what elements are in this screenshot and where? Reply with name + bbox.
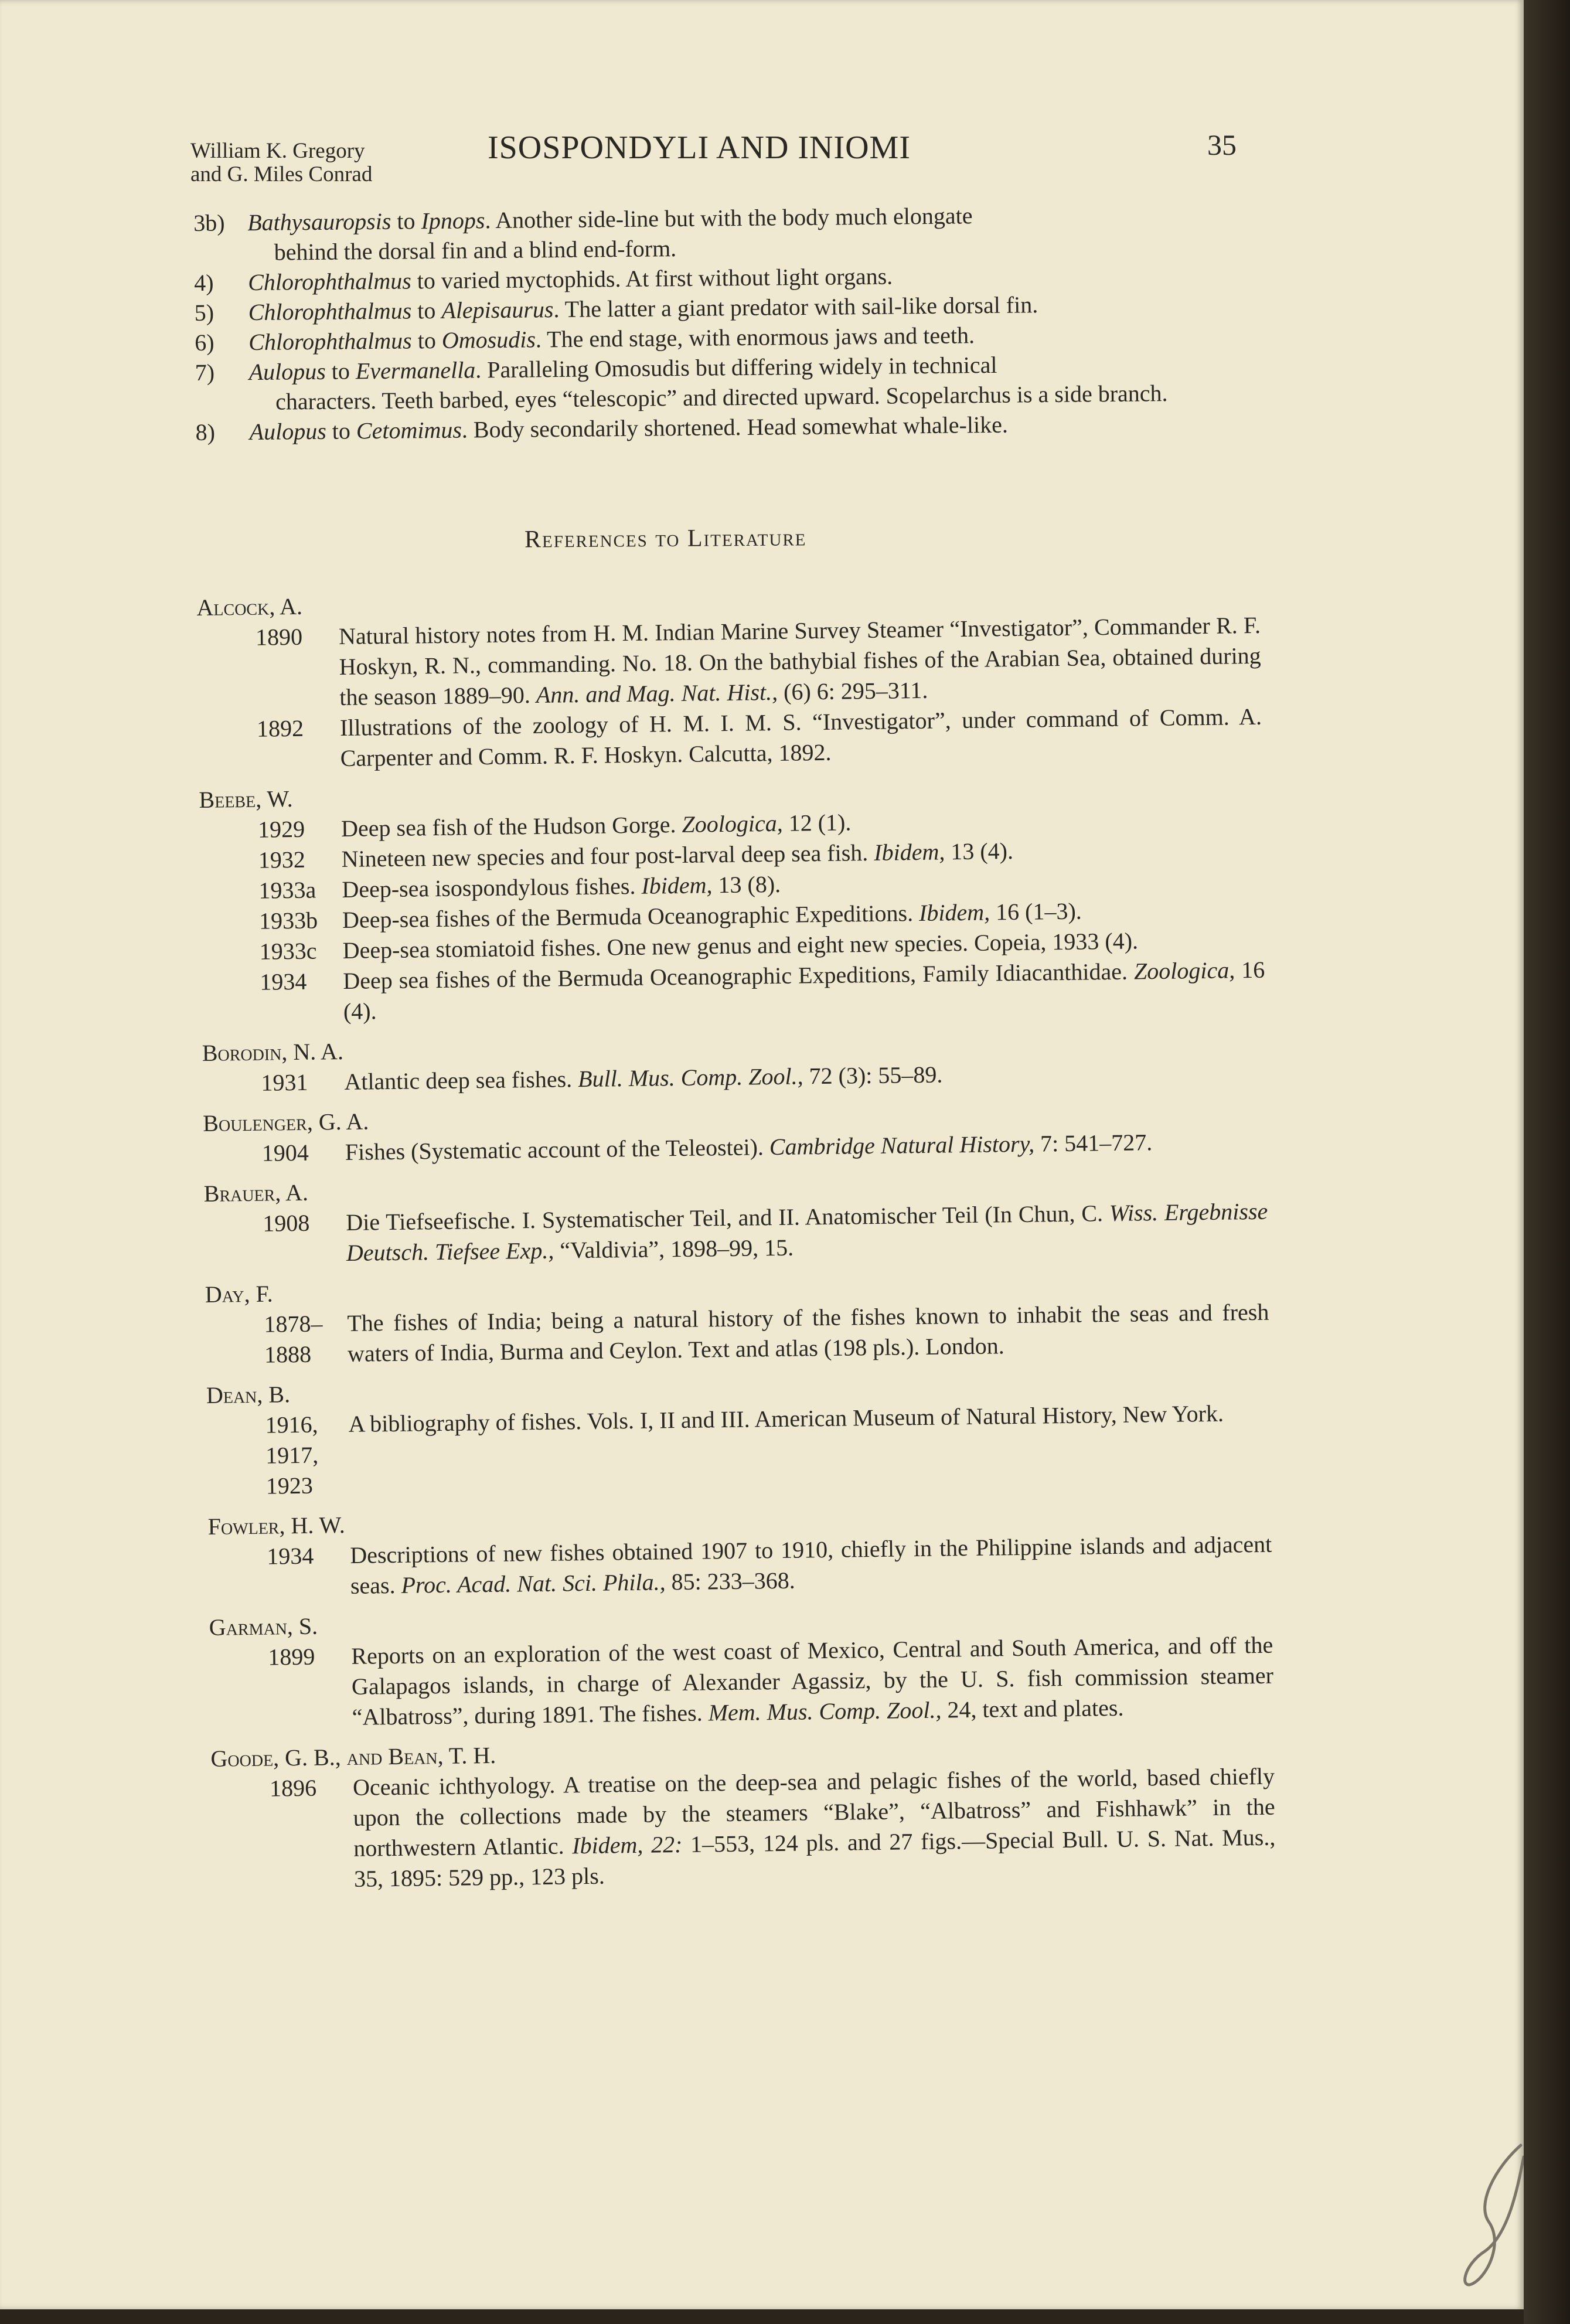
key-number: 3b) (193, 209, 225, 236)
key-item (195, 348, 1250, 417)
reference-text: The fishes of India; being a natural history of the fishes known to inhabit the seas and fresh waters of India, Burma and Ceylon. Text and atlas (198 pls.). London. (347, 1298, 1269, 1367)
reference-text: Nineteen new species and four post-larval deep sea fish. Ibidem, 13 (4). (341, 838, 1014, 873)
reference-text: Illustrations of the zoology of H. M. I. M. S. “Investigator”, under command of Comm. A. Carpenter and Comm. R. F. Hoskyn. Calcutta, 1892. (339, 703, 1262, 772)
reference-text: Reports on an exploration of the west coast of Mexico, Central and South America, and off the Galapagos islands, in charge of Alexander Agassiz, by the U. S. fish commission steamer “Albatross”, during 1891. The fishes. Mem. Mus. Comp. Zool., 24, text and plates. (351, 1631, 1274, 1730)
reference-year: 1878– 1888 (264, 1310, 323, 1368)
reference-text: Fishes (Systematic account of the Teleostei). Cambridge Natural History, 7: 541–727. (345, 1129, 1153, 1165)
reference-year: 1892 (256, 714, 304, 742)
key-text: Chlorophthalmus to varied myctophids. At first without light organs. (248, 263, 893, 296)
page-bottom-edge (0, 2309, 1524, 2324)
key-text: Aulopus to Evermanella. Paralleling Omosudis but differing widely in technical characters. Teeth barbed, eyes “telescopic” and directed upward. Scopelarchus is a side branch. (248, 351, 1168, 415)
author-line-2: and G. Miles Conrad (190, 162, 373, 186)
reference-author: Brauer, A. (203, 1179, 309, 1207)
evolution-key-list (193, 198, 1251, 447)
reference-author: Garman, S. (209, 1612, 318, 1641)
reference-year: 1931 (261, 1069, 308, 1096)
reference-author: Beebe, W. (199, 785, 293, 813)
reference-entry (267, 1529, 1272, 1602)
reference-list (196, 570, 1276, 1896)
reference-entry (257, 702, 1262, 775)
reference-author: Goode, G. B., and Bean, T. H. (210, 1741, 496, 1772)
reference-text: Deep-sea isospondylous fishes. Ibidem, 13 (8). (342, 870, 781, 903)
reference-entry (264, 1297, 1269, 1370)
reference-entry (268, 1630, 1274, 1734)
page-number: 35 (1207, 128, 1237, 161)
reference-entry (265, 1398, 1271, 1502)
reference-text: Deep-sea fishes of the Bermuda Oceanographic Expeditions. Ibidem, 16 (1–3). (342, 897, 1082, 933)
key-text: Aulopus to Cetomimus. Body secondarily shortened. Head somewhat whale-like. (249, 411, 1009, 445)
reference-entry (260, 955, 1265, 1028)
reference-entry (256, 610, 1262, 714)
running-head-title: ISOSPONDYLI AND INIOMI (488, 130, 911, 166)
key-text: Chlorophthalmus to Omosudis. The end stage, with enormous jaws and teeth. (248, 322, 975, 356)
reference-year: 1929 (257, 815, 305, 843)
reference-year: 1904 (261, 1139, 309, 1166)
reference-year: 1899 (268, 1643, 315, 1670)
key-number: 8) (195, 418, 216, 445)
reference-year: 1916, 1917, 1923 (265, 1411, 319, 1499)
reference-text: Deep sea fish of the Hudson Gorge. Zoologica, 12 (1). (340, 809, 852, 842)
reference-entry (263, 1196, 1268, 1270)
reference-author: Alcock, A. (196, 593, 303, 621)
reference-text: Deep sea fishes of the Bermuda Oceanographic Expeditions, Family Idiacanthidae. Zoologica, 16 (4). (343, 956, 1265, 1025)
reference-year: 1890 (255, 623, 303, 651)
reference-author: Boulenger, G. A. (202, 1108, 369, 1137)
reference-text: Deep-sea stomiatoid fishes. One new genus and eight new species. Copeia, 1933 (4). (342, 927, 1139, 964)
running-head-authors (190, 139, 372, 186)
reference-year: 1908 (263, 1209, 310, 1237)
reference-text: Descriptions of new fishes obtained 1907 to 1910, chiefly in the Philippine islands and adjacent seas. Proc. Acad. Nat. Sci. Phila., 85: 233–368. (350, 1530, 1272, 1599)
reference-author: Dean, B. (206, 1381, 291, 1408)
reference-author: Fowler, H. W. (207, 1512, 345, 1540)
reference-year: 1933b (258, 907, 318, 934)
reference-text: Natural history notes from H. M. Indian Marine Survey Steamer “Investigator”, Commander R. F. Hoskyn, R. N., commanding. No. 18. On the bathybial fishes of the Arabian Sea, obtained during the season 1889–90. Ann. and Mag. Nat. Hist., (6) 6: 295–311. (338, 611, 1261, 711)
key-number: 5) (194, 299, 214, 326)
reference-year: 1934 (267, 1542, 314, 1570)
reference-year: 1933c (259, 937, 317, 965)
reference-text: Atlantic deep sea fishes. Bull. Mus. Comp. Zool., 72 (3): 55–89. (344, 1061, 943, 1095)
key-text: Chlorophthalmus to Alepisaurus. The latter a giant predator with sail-like dorsal fin. (248, 291, 1038, 326)
key-number: 6) (194, 329, 214, 356)
reference-entry (270, 1761, 1276, 1896)
reference-year: 1934 (260, 968, 307, 995)
reference-author: Day, F. (205, 1280, 273, 1308)
section-heading: References to Literature (524, 524, 807, 553)
reference-year: 1933a (258, 876, 316, 904)
key-number: 4) (194, 269, 214, 296)
reference-text: Oceanic ichthyology. A treatise on the deep-sea and pelagic fishes of the world, based chiefly upon the collections made by the steamers “Blake”, “Albatross” and Fishhawk” in the northwestern Atlantic. Ibidem, 22: 1–553, 124 pls. and 27 figs.—Special Bull. U. S. Nat. Mus., 35, 1895: 529 pp., 123 pls. (352, 1762, 1276, 1892)
reference-year: 1932 (258, 846, 306, 873)
key-item (193, 198, 1249, 268)
author-line-1: William K. Gregory (190, 139, 365, 163)
key-number: 7) (195, 359, 215, 386)
key-text: Bathysauropsis to Ipnops. Another side-line but with the body much elongate behind the dorsal fin and a blind end-form. (247, 202, 973, 266)
reference-year: 1896 (269, 1774, 317, 1802)
reference-text: Die Tiefseefische. I. Systematischer Teil, and II. Anatomischer Teil (In Chun, C. Wiss. Ergebnisse Deutsch. Tiefsee Exp., “Valdivia”, 1898–99, 15. (346, 1197, 1268, 1266)
reference-author: Borodin, N. A. (202, 1037, 344, 1066)
scanner-edge (1524, 0, 1570, 2324)
reference-text: A bibliography of fishes. Vols. I, II and III. American Museum of Natural History, New York. (348, 1400, 1224, 1437)
